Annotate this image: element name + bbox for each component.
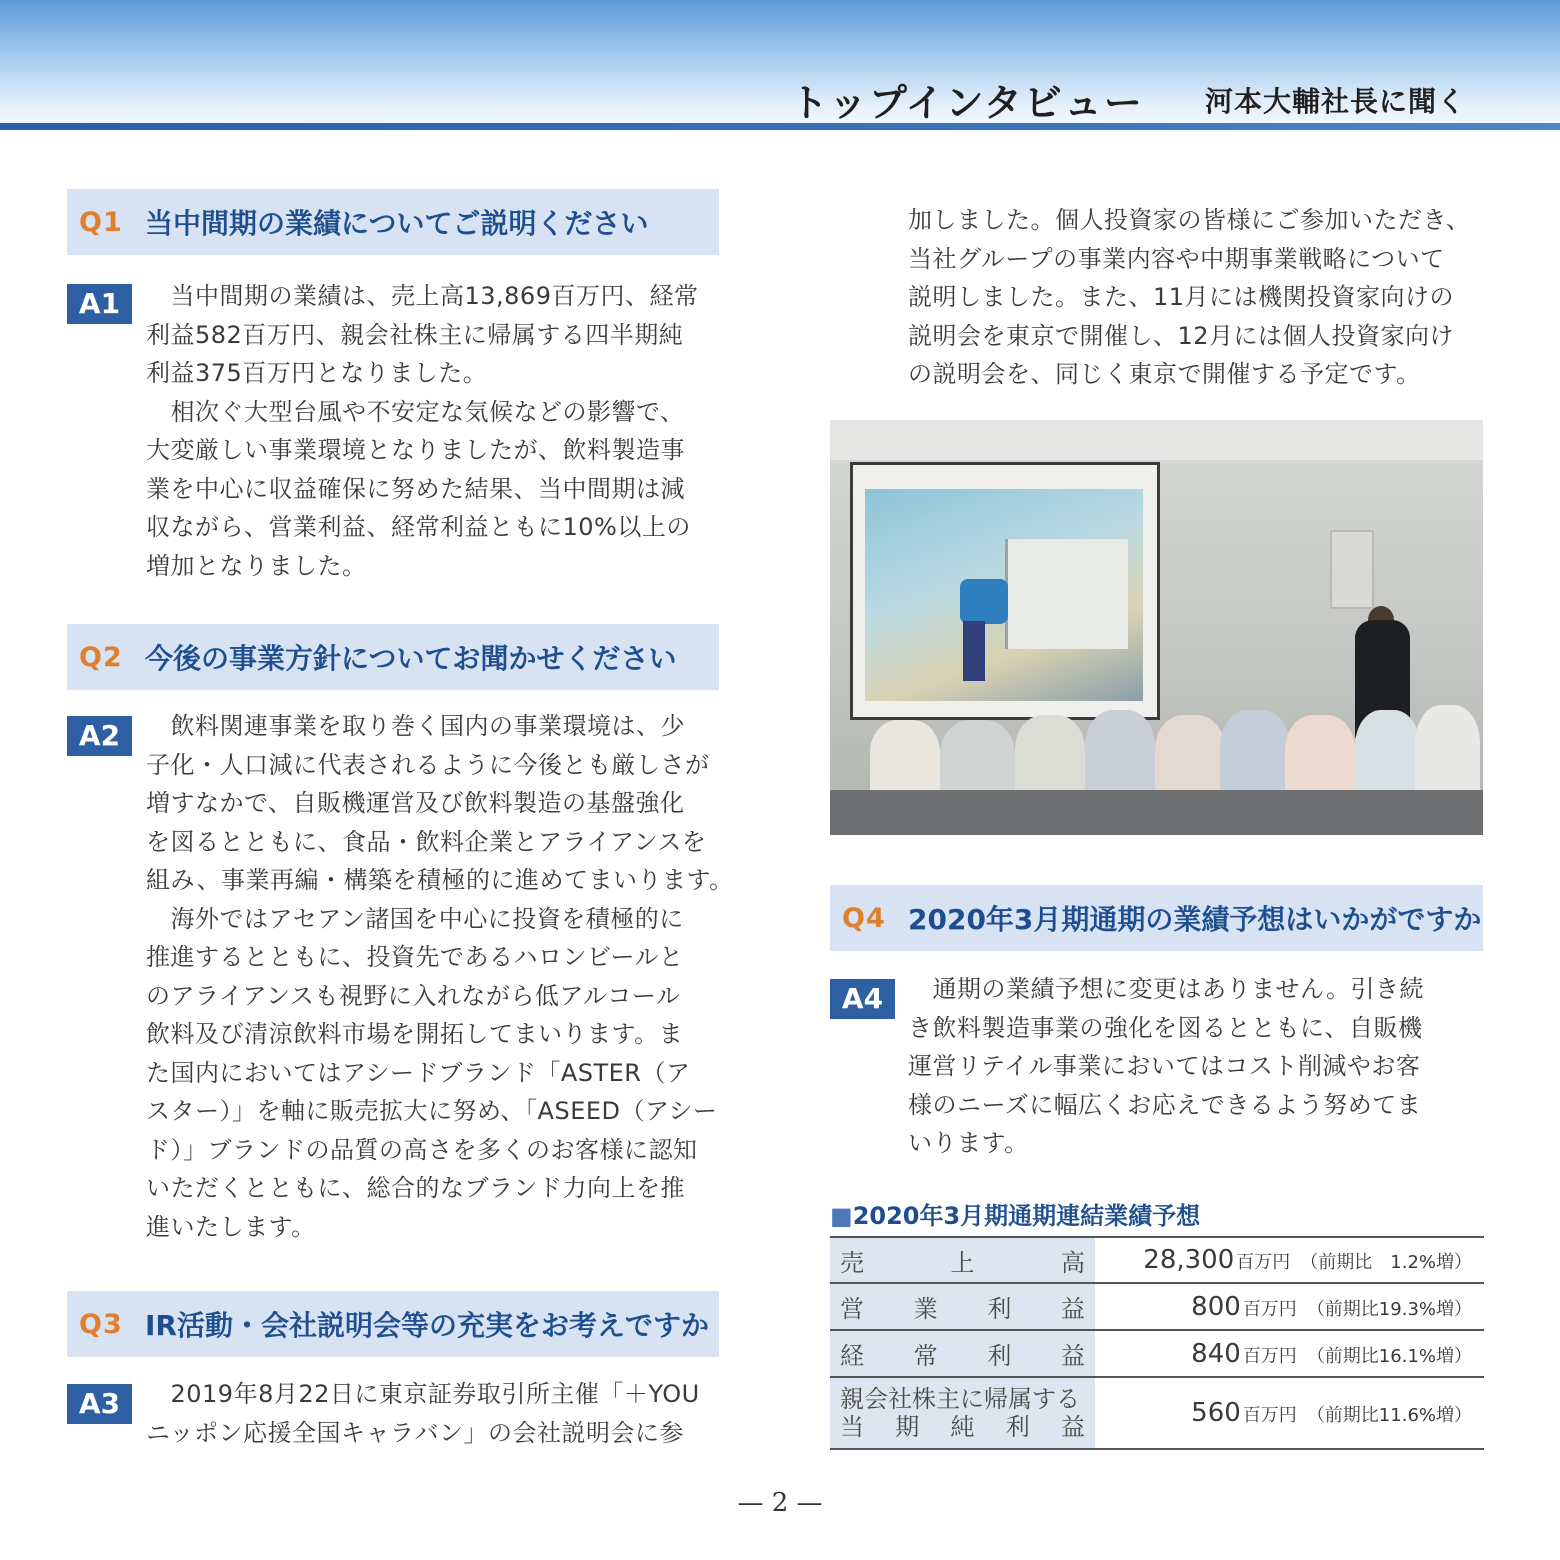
projection-screen <box>850 462 1160 720</box>
row-label: 親会社株主に帰属する 当 期 純 利 益 <box>830 1377 1095 1449</box>
row-value: 840 百万円 （前期比16.1%増） <box>1095 1330 1484 1377</box>
table-row <box>830 1377 1484 1449</box>
question-text: 当中間期の業績についてご説明ください <box>145 207 649 240</box>
page-subtitle: 河本大輔社長に聞く <box>1205 85 1467 118</box>
question-bar-q4 <box>830 885 1483 951</box>
page-title: トップインタビュー <box>790 81 1144 125</box>
answer-text-a4: 通期の業績予想に変更はありません。引き続 き飲料製造事業の強化を図るとともに、自販機 運営リテイル事業においてはコスト削減やお客 様のニーズに幅広くお応えできるよう努めてま いります。 <box>908 975 1424 1157</box>
briefing-photo <box>830 420 1483 835</box>
question-text: 今後の事業方針についてお聞かせください <box>145 642 677 675</box>
row-label: 営 業 利 益 <box>830 1283 1095 1330</box>
answer-badge-a4: A4 <box>830 979 895 1019</box>
answer-badge-a2: A2 <box>67 716 132 756</box>
row-value: 560 百万円 （前期比11.6%増） <box>1095 1377 1484 1449</box>
answer-text-a1: 当中間期の業績は、売上高13,869百万円、経常 利益582百万円、親会社株主に帰属する四半期純 利益375百万円となりました。 相次ぐ大型台風や不安定な気候などの影響で、 大変厳しい事業環境となりましたが、飲料製造事 業を中心に収益確保に努めた結果、当中間期は減 収ながら、営業利益、経常利益ともに10%以上の 増加となりました。 <box>146 282 699 580</box>
row-value: 800 百万円 （前期比19.3%増） <box>1095 1283 1484 1330</box>
row-label: 経 常 利 益 <box>830 1330 1095 1377</box>
row-label: 売 上 高 <box>830 1237 1095 1283</box>
question-number: Q2 <box>79 641 123 673</box>
header-rule <box>0 123 1560 130</box>
answer-text-a2: 飲料関連事業を取り巻く国内の事業環境は、少 子化・人口減に代表されるように今後とも厳しさが 増すなかで、自販機運営及び飲料製造の基盤強化 を図るとともに、食品・飲料企業とアライアンスを 組み、事業再編・構築を積極的に進めてまいります。 海外ではアセアン諸国を中心に投資を積極的に 推進するとともに、投資先であるハロンビールと のアライアンスも視野に入れながら低アルコール 飲料及び清涼飲料市場を開拓してまいります。ま た国内においてはアシードブランド「ASTER（ア スター）」を軸に販売拡大に努め、「ASEED（アシー ド）」ブランドの品質の高さを多くのお客様に認知 いただくとともに、総合的なブランド力向上を推 進いたします。 <box>146 712 734 1241</box>
table-row <box>830 1237 1484 1283</box>
question-bar-q2 <box>67 624 719 690</box>
table-row <box>830 1283 1484 1330</box>
answer-badge-a3: A3 <box>67 1384 132 1424</box>
question-number: Q1 <box>79 206 123 238</box>
question-text: IR活動・会社説明会等の充実をお考えですか <box>145 1309 709 1342</box>
forecast-table <box>830 1236 1484 1450</box>
row-value: 28,300 百万円 （前期比 1.2%増） <box>1095 1237 1484 1283</box>
question-number: Q3 <box>79 1308 123 1340</box>
forecast-table-title: ■2020年3月期通期連結業績予想 <box>830 1202 1201 1230</box>
question-bar-q3 <box>67 1291 719 1357</box>
question-bar-q1 <box>67 189 719 255</box>
question-number: Q4 <box>842 902 886 934</box>
question-text: 2020年3月期通期の業績予想はいかがですか <box>908 903 1482 936</box>
answer-text-a3-continued: 加しました。個人投資家の皆様にご参加いただき、 当社グループの事業内容や中期事業戦略について 説明しました。また、11月には機関投資家向けの 説明会を東京で開催し、12月には個人投資家向け の説明会を、同じく東京で開催する予定です。 <box>908 206 1471 388</box>
page-number: — 2 — <box>737 1488 823 1518</box>
answer-badge-a1: A1 <box>67 284 132 324</box>
answer-text-a3: 2019年8月22日に東京証券取引所主催「＋YOU ニッポン応援全国キャラバン」の会社説明会に参 <box>146 1380 700 1447</box>
table-row <box>830 1330 1484 1377</box>
